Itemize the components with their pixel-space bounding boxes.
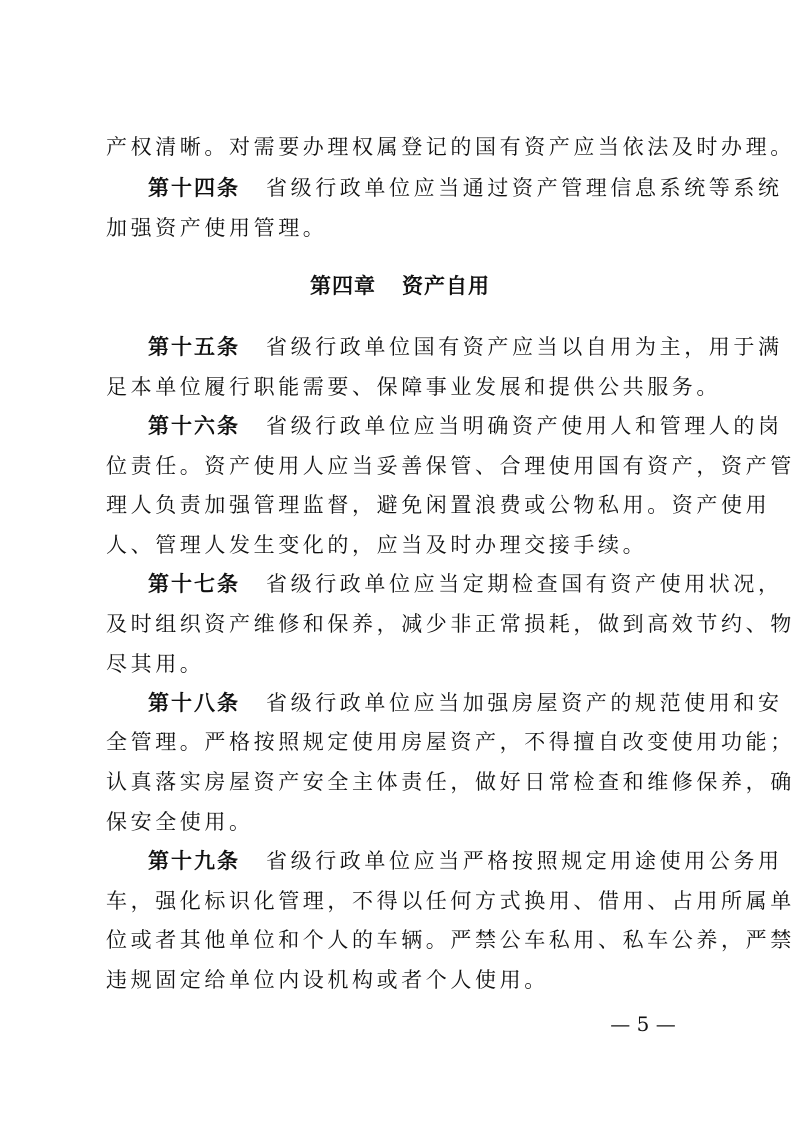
text-line: 全管理。严格按照规定使用房屋资产，不得擅自改变使用功能； [106,730,795,754]
article-19-label: 第十九条 [148,848,240,873]
text-line: 保安全使用。 [106,810,254,834]
article-17-label: 第十七条 [148,571,240,596]
text-line: 加强资产使用管理。 [106,216,328,240]
article-15-line [148,327,783,367]
article-16-line [148,406,783,446]
article-14-line [148,168,783,208]
article-16-label: 第十六条 [148,413,240,438]
text-line: 认真落实房屋资产安全主体责任，做好日常检查和维修保养，确 [106,770,795,794]
article-17-line [148,564,783,604]
chapter-heading [0,266,800,306]
article-15-label: 第十五条 [148,334,240,359]
article-14-text: 省级行政单位应当通过资产管理信息系统等系统 [266,176,783,200]
text-line: 理人负责加强管理监督，避免闲置浪费或公物私用。资产使用 [106,493,771,517]
page-number: — 5 — [610,1012,676,1036]
text-line: 位或者其他单位和个人的车辆。严禁公车私用、私车公养，严禁 [106,928,795,952]
text-line: 位责任。资产使用人应当妥善保管、合理使用国有资产，资产管 [106,454,795,478]
text-line: 人、管理人发生变化的，应当及时办理交接手续。 [106,533,648,557]
article-18-text: 省级行政单位应当加强房屋资产的规范使用和安 [266,691,783,715]
article-16-text: 省级行政单位应当明确资产使用人和管理人的岗 [266,414,783,438]
article-18-label: 第十八条 [148,690,240,715]
chapter-number: 第四章 [310,273,376,298]
article-15-text: 省级行政单位国有资产应当以自用为主，用于满 [266,335,783,359]
article-17-text: 省级行政单位应当定期检查国有资产使用状况， [266,572,783,596]
chapter-title: 资产自用 [402,273,490,298]
article-18-line [148,683,783,723]
article-14-label: 第十四条 [148,175,240,200]
text-line: 车，强化标识化管理，不得以任何方式换用、借用、占用所属单 [106,889,795,913]
text-line: 违规固定给单位内设机构或者个人使用。 [106,968,549,992]
text-line: 产权清晰。对需要办理权属登记的国有资产应当依法及时办理。 [106,135,795,159]
text-line: 及时组织资产维修和保养，减少非正常损耗，做到高效节约、物 [106,612,795,636]
text-line: 尽其用。 [106,652,205,676]
text-line: 足本单位履行职能需要、保障事业发展和提供公共服务。 [106,375,721,399]
article-19-text: 省级行政单位应当严格按照规定用途使用公务用 [266,849,783,873]
article-19-line [148,841,783,881]
